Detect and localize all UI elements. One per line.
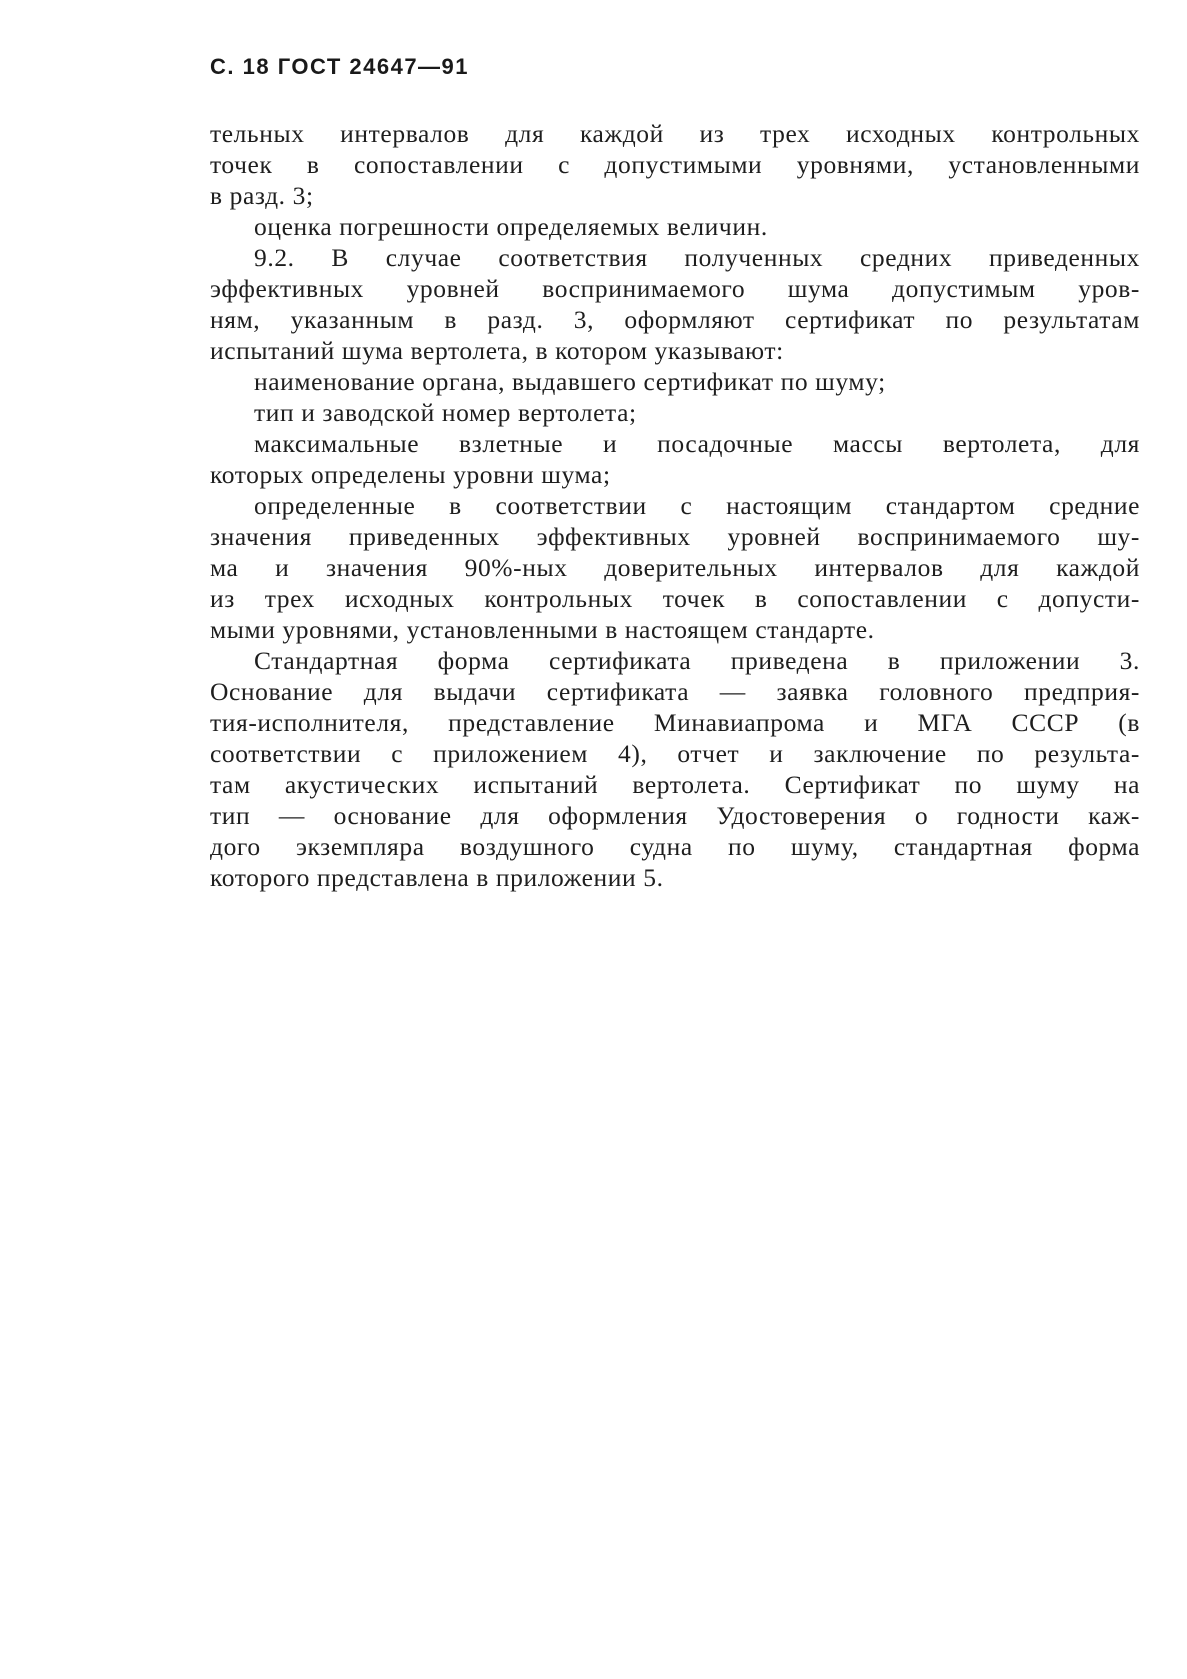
text-line: эффективных уровней воспринимаемого шума допустимым уров- [210, 274, 1140, 303]
text-line: Основание для выдачи сертификата — заявка головного предприя- [210, 677, 1140, 706]
text-line: оценка погрешности определяемых величин. [254, 212, 768, 241]
text-line: мыми уровнями, установленными в настоящем стандарте. [210, 615, 875, 644]
text-line: тельных интервалов для каждой из трех исходных контрольных [210, 119, 1140, 148]
text-line: значения приведенных эффективных уровней воспринимаемого шу- [210, 522, 1140, 551]
text-line: точек в сопоставлении с допустимыми уровнями, установленными [210, 150, 1140, 179]
text-line: максимальные взлетные и посадочные массы вертолета, для [254, 429, 1140, 458]
text-line: ма и значения 90%-ных доверительных интервалов для каждой [210, 553, 1140, 582]
text-line: из трех исходных контрольных точек в сопоставлении с допусти- [210, 584, 1140, 613]
page-header: С. 18 ГОСТ 24647—91 [210, 54, 470, 79]
text-line: тип и заводской номер вертолета; [254, 398, 637, 427]
document-body [210, 118, 1140, 893]
text-line: наименование органа, выдавшего сертификат по шуму; [254, 367, 886, 396]
text-line: там акустических испытаний вертолета. Сертификат по шуму на [210, 770, 1140, 799]
text-line: определенные в соответствии с настоящим стандартом средние [254, 491, 1140, 520]
text-line: в разд. 3; [210, 181, 314, 210]
text-line: ням, указанным в разд. 3, оформляют сертификат по результатам [210, 305, 1140, 334]
text-line: соответствии с приложением 4), отчет и заключение по результа- [210, 739, 1140, 768]
text-line: тип — основание для оформления Удостоверения о годности каж- [210, 801, 1140, 830]
text-line: Стандартная форма сертификата приведена в приложении 3. [254, 646, 1140, 675]
text-line: испытаний шума вертолета, в котором указывают: [210, 336, 784, 365]
text-line: тия-исполнителя, представление Минавиапрома и МГА СССР (в [210, 708, 1140, 737]
text-line: дого экземпляра воздушного судна по шуму, стандартная форма [210, 832, 1140, 861]
text-line: которых определены уровни шума; [210, 460, 611, 489]
text-line: 9.2. В случае соответствия полученных средних приведенных [254, 243, 1140, 272]
text-line: которого представлена в приложении 5. [210, 863, 664, 892]
